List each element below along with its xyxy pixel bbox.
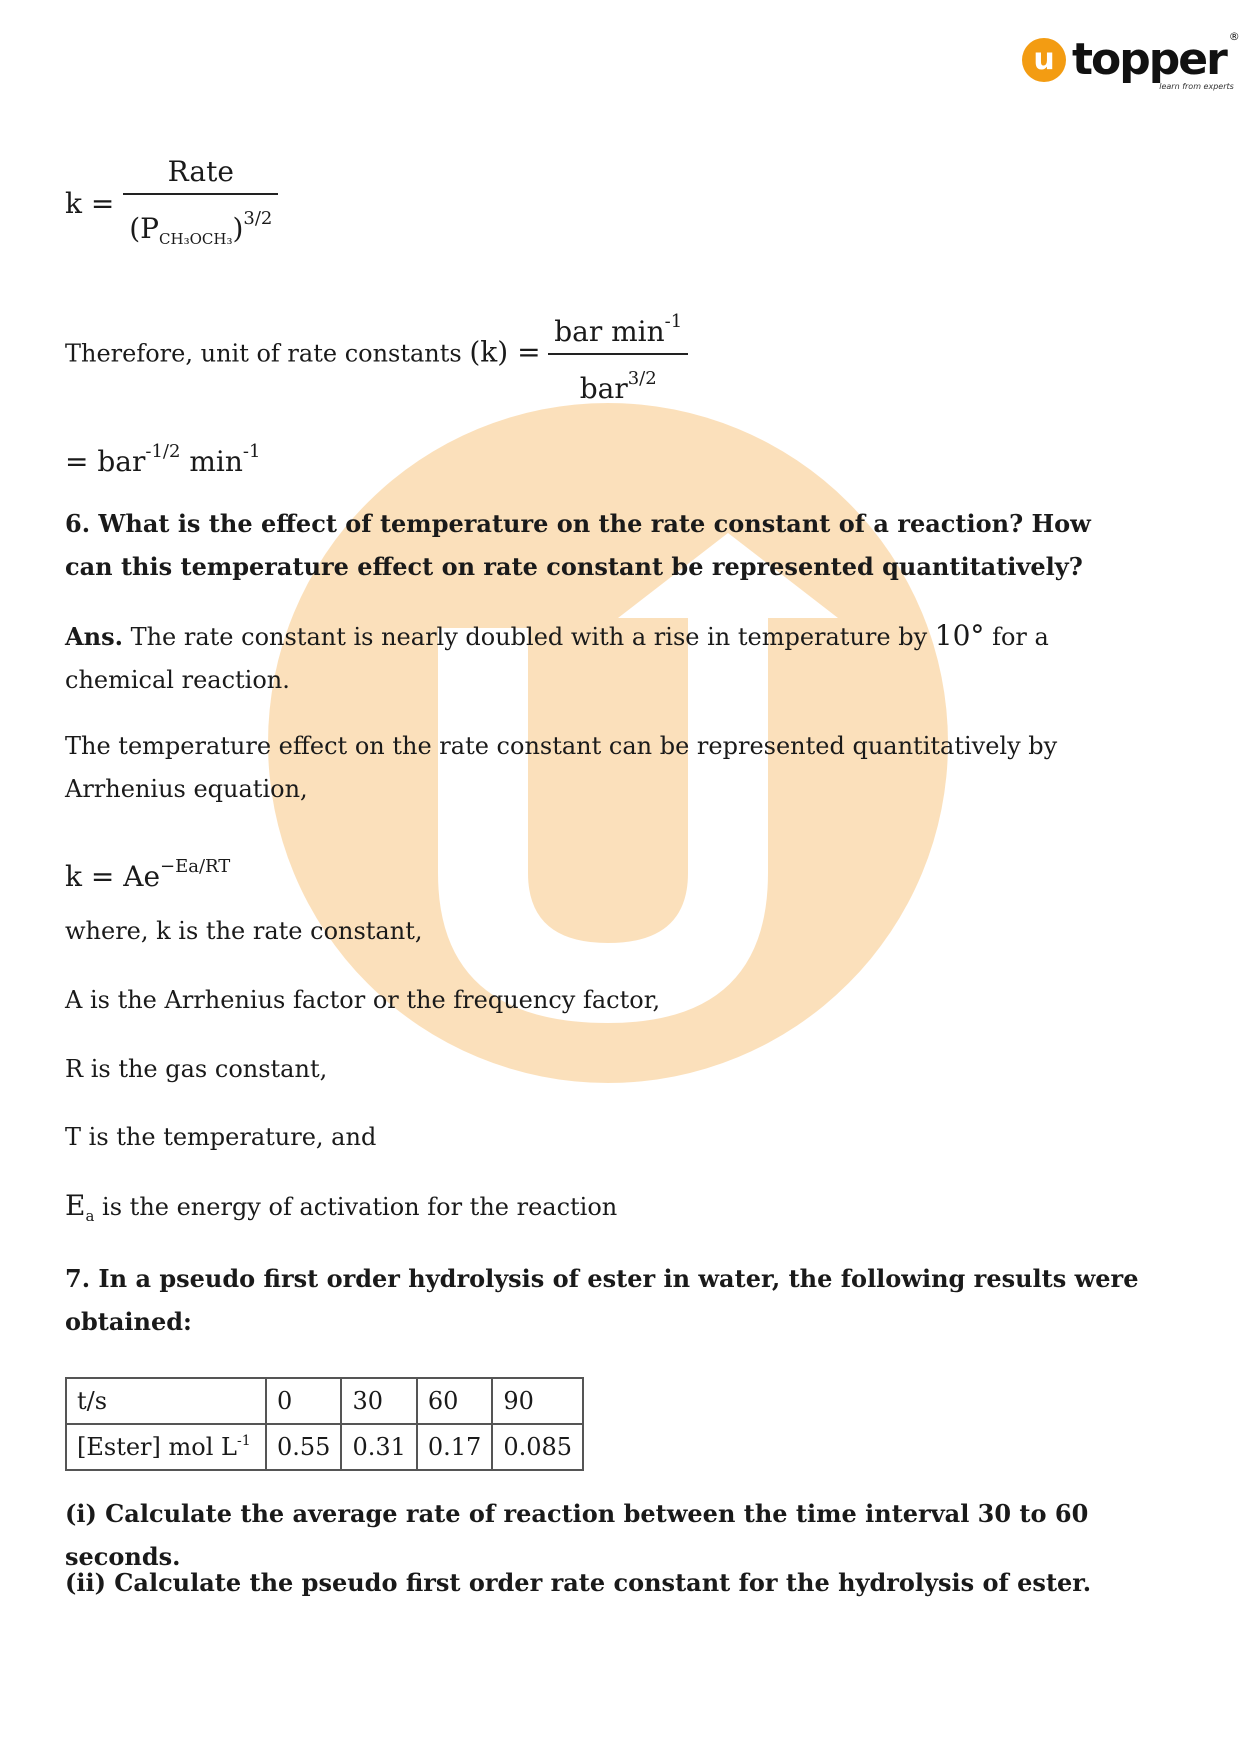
ea-symbol: E (65, 1189, 86, 1222)
formula-rate-constant (65, 150, 278, 261)
unit-result-min: min (189, 445, 243, 478)
table-cell: 0 (266, 1378, 341, 1424)
question-7 (65, 1257, 1145, 1343)
pressure-subscript: CH₃OCH₃ (159, 230, 233, 248)
table-cell: 90 (492, 1378, 583, 1424)
table-cell: 0.55 (266, 1424, 341, 1470)
unit-denominator-exp: 3/2 (627, 368, 657, 389)
registered-mark: ® (1228, 30, 1240, 43)
unit-result-bar: = bar (65, 445, 146, 478)
unit-numerator: bar min (554, 315, 665, 348)
formula-numerator: Rate (167, 155, 234, 188)
unit-result-exp2: -1 (242, 441, 261, 462)
table-cell: 0.31 (341, 1424, 416, 1470)
unit-line (65, 300, 688, 410)
table-cell: 0.17 (417, 1424, 492, 1470)
question-6-number: 6. (65, 509, 91, 538)
answer-label: Ans. (65, 622, 123, 651)
question-6-text: What is the effect of temperature on the rate constant of a reaction? How can this temperature effect on rate constant be represented quantitatively? (65, 509, 1091, 581)
brand-tagline: learn from experts (1159, 82, 1234, 91)
formula-lhs: k = (65, 187, 115, 220)
formula-fraction (123, 150, 278, 261)
table-row-label: t/s (66, 1378, 266, 1424)
unit-result-exp1: -1/2 (145, 441, 181, 462)
answer-6-text-end: for a chemical reaction. (65, 623, 1049, 694)
table-cell: 0.085 (492, 1424, 583, 1470)
ester-label: [Ester] (77, 1433, 161, 1461)
unit-symbol: (k) = (469, 335, 541, 369)
pressure-symbol: P (140, 212, 160, 245)
line-ea (65, 1184, 617, 1238)
unit-numerator-exp: -1 (664, 311, 683, 332)
pressure-exponent: 3/2 (243, 208, 273, 229)
unit-fraction (548, 300, 688, 410)
where-k: where, k is the rate constant, (65, 917, 423, 945)
unit-denominator: bar (579, 372, 628, 405)
question-7-text: In a pseudo first order hydrolysis of ester in water, the following results were obtained: (65, 1264, 1139, 1336)
question-7-number: 7. (65, 1264, 91, 1293)
topper-logo (1022, 30, 1240, 91)
table-cell: 60 (417, 1378, 492, 1424)
temperature-rise: 10° (934, 619, 985, 652)
answer-6 (65, 614, 1145, 702)
unit-line-text: Therefore, unit of rate constants (65, 339, 462, 368)
topper-logo-icon: u (1022, 38, 1066, 82)
line-t: T is the temperature, and (65, 1123, 377, 1151)
answer-6-para2: The temperature effect on the rate constant can be represented quantitatively by Arrhenius equation, (65, 732, 1058, 803)
table-row-label (66, 1424, 266, 1470)
unit-result (65, 430, 260, 483)
line-a: A is the Arrhenius factor or the frequency factor, (65, 986, 661, 1014)
arrhenius-lhs: k = Ae (65, 860, 161, 893)
arrhenius-exponent: −Ea/RT (160, 856, 231, 877)
ea-subscript: a (85, 1207, 95, 1225)
brand-name (1072, 30, 1240, 91)
question-7-part-ii: (ii) Calculate the pseudo first order rate constant for the hydrolysis of ester. (65, 1568, 1092, 1597)
brand-name-text: topper (1072, 34, 1226, 85)
line-r: R is the gas constant, (65, 1055, 328, 1083)
answer-6-text: The rate constant is nearly doubled with a rise in temperature by (130, 623, 928, 651)
formula-denominator: $(P_{CH_3OCH_3})^{3/2}$ (123, 193, 278, 261)
ea-text: is the energy of activation for the reaction (102, 1193, 618, 1221)
table-cell: 30 (341, 1378, 416, 1424)
question-7-part-i: (i) Calculate the average rate of reaction between the time interval 30 to 60 seconds. (65, 1499, 1089, 1571)
table-row (66, 1424, 583, 1470)
question-6 (65, 502, 1145, 588)
ester-unit: mol L (168, 1433, 237, 1461)
arrhenius-equation (65, 845, 230, 898)
ester-unit-exp: -1 (236, 1433, 251, 1449)
ester-data-table (65, 1377, 584, 1471)
table-row (66, 1378, 583, 1424)
